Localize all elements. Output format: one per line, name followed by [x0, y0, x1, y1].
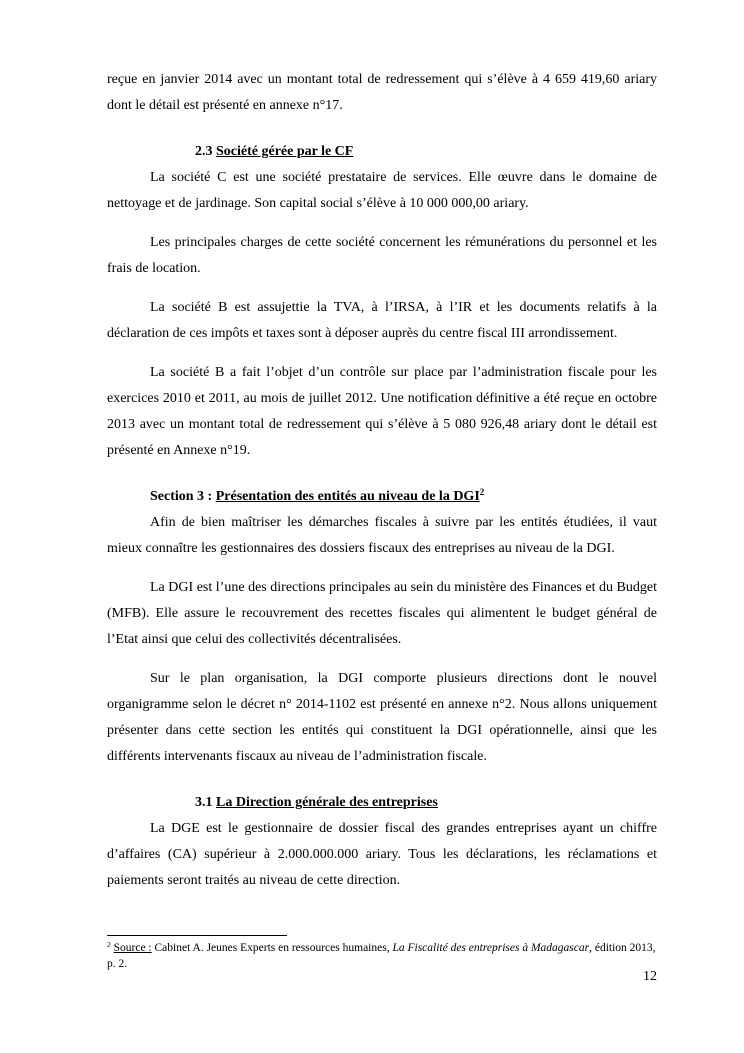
heading-title: Société gérée par le CF: [216, 144, 354, 159]
section-label: Section 3 :: [150, 489, 216, 504]
paragraph-organisation: Sur le plan organisation, la DGI comporte plusieurs directions dont le nouvel organigramme selon le décret n° 2014-1102 est présenté en annexe n°2. Nous allons uniquement présenter dans cette section les entités qui constituent la DGI opérationnelle, ainsi que les différents intervenants fiscaux au niveau de l’administration fiscale.: [107, 671, 657, 764]
heading-3-1: [107, 790, 657, 816]
footnote-text: Cabinet A. Jeunes Experts en ressources humaines,: [151, 942, 393, 954]
footnote-source-label: Source :: [113, 942, 152, 954]
paragraph-charges: Les principales charges de cette société concernent les rémunérations du personnel et les frais de location.: [107, 235, 657, 276]
paragraph-societe-c: La société C est une société prestataire de services. Elle œuvre dans le domaine de nettoyage et de jardinage. Son capital social s’élève à 10 000 000,00 ariary.: [107, 170, 657, 211]
footnote-divider: [107, 935, 287, 936]
paragraph-dgi: La DGI est l’une des directions principales au sein du ministère des Finances et du Budget (MFB). Elle assure le recouvrement des recettes fiscales qui alimentent le budget général de l’Etat ainsi que celui des collectivités décentralisées.: [107, 580, 657, 647]
paragraph-continuation: reçue en janvier 2014 avec un montant total de redressement qui s’élève à 4 659 419,60 ariary dont le détail est présenté en annexe n°17.: [107, 72, 657, 113]
paragraph-demarches: Afin de bien maîtriser les démarches fiscales à suivre par les entités étudiées, il vaut mieux connaître les gestionnaires des dossiers fiscaux des entreprises au niveau de la DGI.: [107, 515, 657, 556]
paragraph-dge: La DGE est le gestionnaire de dossier fiscal des grandes entreprises ayant un chiffre d’affaires (CA) supérieur à 2.000.000.000 ariary. Tous les déclarations, les réclamations et paiements seront traités au niveau de cette direction.: [107, 821, 657, 888]
footnote-end: , édition 2013, p. 2.: [107, 942, 656, 970]
footnote-ref: 2: [479, 487, 485, 497]
page-number: 12: [643, 969, 657, 984]
section-title: Présentation des entités au niveau de la DGI: [215, 489, 480, 504]
footnote-mark: 2: [107, 940, 111, 949]
heading-title: La Direction générale des entreprises: [216, 795, 438, 810]
heading-section-3: [107, 484, 657, 510]
paragraph-tva: La société B est assujettie la TVA, à l’IRSA, à l’IR et les documents relatifs à la déclaration de ces impôts et taxes sont à déposer auprès du centre fiscal III arrondissement.: [107, 300, 657, 341]
footnote-book-title: La Fiscalité des entreprises à Madagascar: [392, 942, 590, 954]
heading-number: 2.3: [195, 144, 216, 159]
footnote: [107, 940, 657, 972]
heading-number: 3.1: [195, 795, 216, 810]
paragraph-controle: La société B a fait l’objet d’un contrôle sur place par l’administration fiscale pour les exercices 2010 et 2011, au mois de juillet 2012. Une notification définitive a été reçue en octobre 2013 avec un montant total de redressement qui s’élève à 5 080 926,48 ariary dont le détail est présenté en Annexe n°19.: [107, 365, 657, 458]
heading-2-3: [107, 139, 657, 165]
page-body: [107, 67, 657, 894]
